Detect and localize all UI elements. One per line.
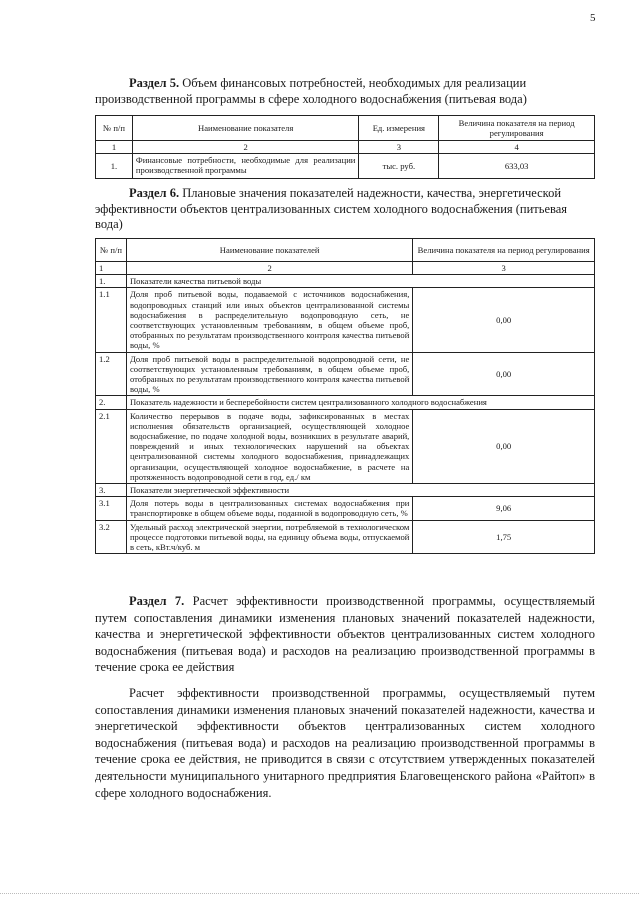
- section5-table: [95, 115, 595, 179]
- section6-label: Раздел 6.: [129, 186, 180, 200]
- header-cell: Наименование показателя: [132, 116, 358, 141]
- table-row: [96, 409, 595, 483]
- row-name: Доля проб питьевой воды, подаваемой с источников водоснабжения, водопроводных станций или иных объектов централизованной системы водоснабжения в распределительную водопроводную сеть, не соответствующих установленным требованиям, в общем объеме проб, отобранных по результатам производственного контроля качества питьевой воды, %: [126, 288, 412, 352]
- group-title: Показатель надежности и бесперебойности систем централизованного холодного водоснабжения: [126, 396, 594, 409]
- row-name: Доля проб питьевой воды в распределительной водопроводной сети, не соответствующих установленным требованиям, в общем объеме проб, отобранных по результатам производственного контроля качества питьевой воды, %: [126, 352, 412, 396]
- section5-label: Раздел 5.: [129, 76, 180, 90]
- header-cell: Наименование показателей: [126, 239, 412, 262]
- group-number: 3.: [96, 484, 127, 497]
- table-header-row: [96, 116, 595, 141]
- table-row: [96, 352, 595, 396]
- row-name: Количество перерывов в подаче воды, зафиксированных в местах исполнения обязательств организацией, осуществляющей холодное водоснабжение, по подаче холодной воды, возникших в результате аварий, повреждений и иных технологических нарушений на объектах централизованной системы холодного водоснабжения, принадлежащих организации, осуществляющей холодное водоснабжение, в расчете на протяженность водопроводной сети в год, ед./ км: [126, 409, 412, 483]
- row-number: 3.1: [96, 497, 127, 520]
- table-row: [96, 288, 595, 352]
- table-row: [96, 497, 595, 520]
- page-number: 5: [590, 12, 596, 24]
- number-cell: 3: [359, 141, 439, 154]
- header-cell: Величина показателя на период регулирования: [439, 116, 595, 141]
- numbering-row: [96, 141, 595, 154]
- row-name: Удельный расход электрической энергии, потребляемой в технологическом процессе подготовки питьевой воды, на единицу объема воды, отпускаемой в сеть, кВт.ч/куб. м: [126, 520, 412, 554]
- group-title: Показатели качества питьевой воды: [126, 275, 594, 288]
- group-number: 1.: [96, 275, 127, 288]
- numbering-row: [96, 262, 595, 275]
- row-number: 1.2: [96, 352, 127, 396]
- row-number: 3.2: [96, 520, 127, 554]
- table-row: [96, 520, 595, 554]
- section7-label: Раздел 7.: [129, 594, 185, 608]
- section7-body: Расчет эффективности производственной программы, осуществляемый путем сопоставления динамики изменения плановых значений показателей надежности, качества и энергетической эффективности объектов централизованных систем холодного водоснабжения (питьевая вода) и расходов на реализацию производственной программы в течение срока ее действия, не приводится в связи с отсутствием утвержденных показателей деятельности муниципального унитарного предприятия Благовещенского района «Райтоп» в сфере холодного водоснабжения.: [95, 686, 595, 800]
- row-name: Финансовые потребности, необходимые для реализации производственной программы: [132, 154, 358, 179]
- row-value: 0,00: [413, 288, 595, 352]
- section7-heading: [95, 593, 595, 676]
- row-name: Доля потерь воды в централизованных системах водоснабжения при транспортировке в общем объеме воды, поданной в водопроводную сеть, %: [126, 497, 412, 520]
- section7-title: Расчет эффективности производственной программы, осуществляемый путем сопоставления динамики изменения плановых значений показателей надежности, качества и энергетической эффективности объектов централизованных систем холодного водоснабжения (питьевая вода) и расходов на реализацию производственной программы в течение срока ее действия: [95, 594, 595, 675]
- group-number: 2.: [96, 396, 127, 409]
- group-title: Показатели энергетической эффективности: [126, 484, 594, 497]
- group-row: [96, 396, 595, 409]
- section6-heading: [95, 186, 595, 233]
- row-value: 9,06: [413, 497, 595, 520]
- row-number: 1.: [96, 154, 133, 179]
- header-cell: Ед. измерения: [359, 116, 439, 141]
- number-cell: 1: [96, 262, 127, 275]
- row-number: 1.1: [96, 288, 127, 352]
- row-unit: тыс. руб.: [359, 154, 439, 179]
- number-cell: 4: [439, 141, 595, 154]
- row-number: 2.1: [96, 409, 127, 483]
- group-row: [96, 484, 595, 497]
- row-value: 0,00: [413, 352, 595, 396]
- number-cell: 3: [413, 262, 595, 275]
- row-value: 0,00: [413, 409, 595, 483]
- section6-title: Плановые значения показателей надежности, качества, энергетической эффективности объектов централизованных систем холодного водоснабжения (питьевая вода): [95, 186, 568, 231]
- number-cell: 2: [126, 262, 412, 275]
- section5-heading: [95, 76, 595, 107]
- header-cell: № п/п: [96, 116, 133, 141]
- number-cell: 2: [132, 141, 358, 154]
- header-cell: Величина показателя на период регулирования: [413, 239, 595, 262]
- page-bottom-divider: [0, 893, 639, 894]
- row-value: 1,75: [413, 520, 595, 554]
- section5-title: Объем финансовых потребностей, необходимых для реализации производственной программы в сфере холодного водоснабжения (питьевая вода): [95, 76, 527, 106]
- group-row: [96, 275, 595, 288]
- row-value: 633,03: [439, 154, 595, 179]
- number-cell: 1: [96, 141, 133, 154]
- section6-table: [95, 238, 595, 554]
- table-row: [96, 154, 595, 179]
- table-header-row: [96, 239, 595, 262]
- header-cell: № п/п: [96, 239, 127, 262]
